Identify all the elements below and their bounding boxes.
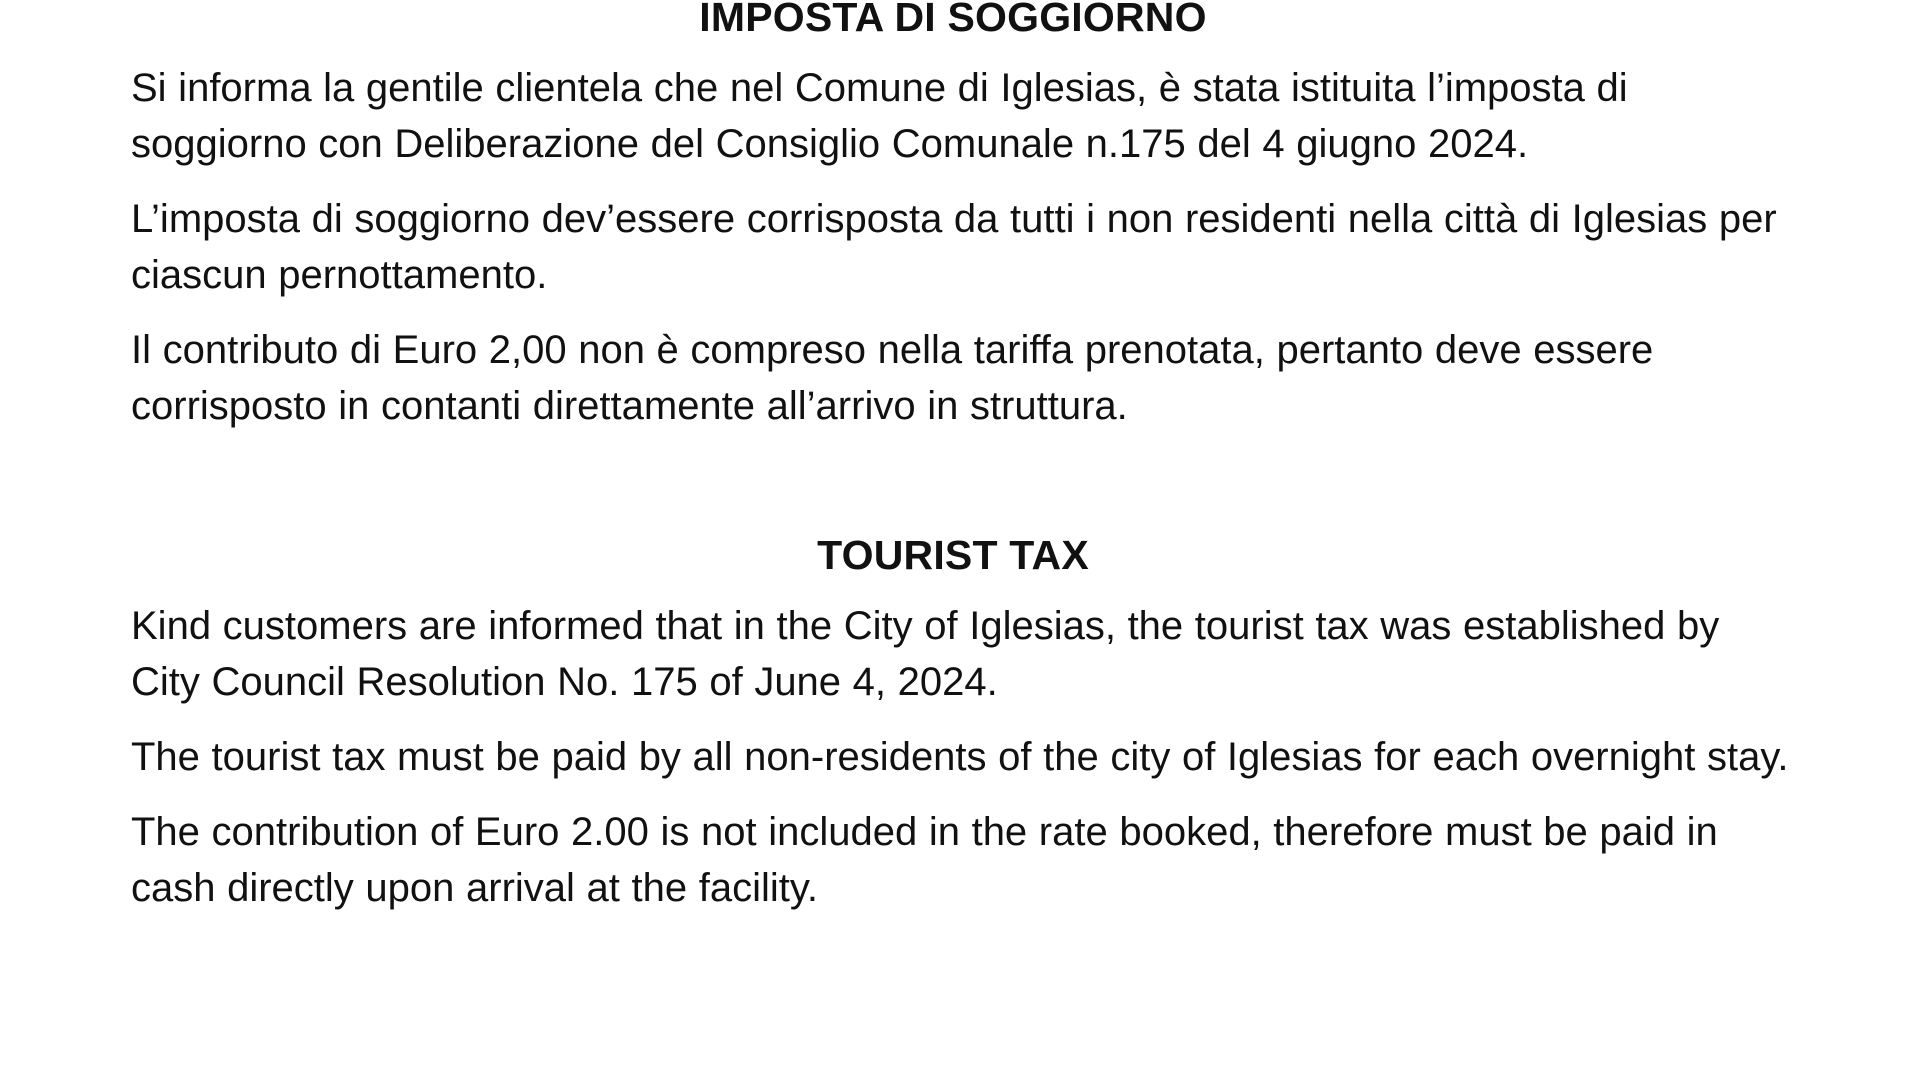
- english-notice-title: TOURIST TAX: [817, 532, 1089, 578]
- english-paragraph-institution: Kind customers are informed that in the City of Iglesias, the tourist tax was established by City Council Resolution No. 175 of June 4, 2024.: [131, 604, 1720, 704]
- italian-paragraph-who-pays: L’imposta di soggiorno dev’essere corrisposta da tutti i non residenti nella città di Iglesias per ciascun pernottamento.: [131, 197, 1777, 297]
- italian-notice-section: [131, 0, 1791, 434]
- english-paragraph-who-pays: The tourist tax must be paid by all non-residents of the city of Iglesias for each overnight stay.: [131, 735, 1789, 779]
- italian-paragraph-payment: Il contributo di Euro 2,00 non è compreso nella tariffa prenotata, pertanto deve essere corrisposto in contanti direttamente all’arrivo in struttura.: [131, 328, 1654, 428]
- italian-notice-title: IMPOSTA DI SOGGIORNO: [699, 0, 1207, 40]
- english-notice-section: [131, 530, 1791, 916]
- english-paragraph-payment: The contribution of Euro 2.00 is not included in the rate booked, therefore must be paid in cash directly upon arrival at the facility.: [131, 810, 1718, 910]
- italian-paragraph-institution: Si informa la gentile clientela che nel Comune di Iglesias, è stata istituita l’imposta di soggiorno con Deliberazione del Consiglio Comunale n.175 del 4 giugno 2024.: [131, 66, 1628, 166]
